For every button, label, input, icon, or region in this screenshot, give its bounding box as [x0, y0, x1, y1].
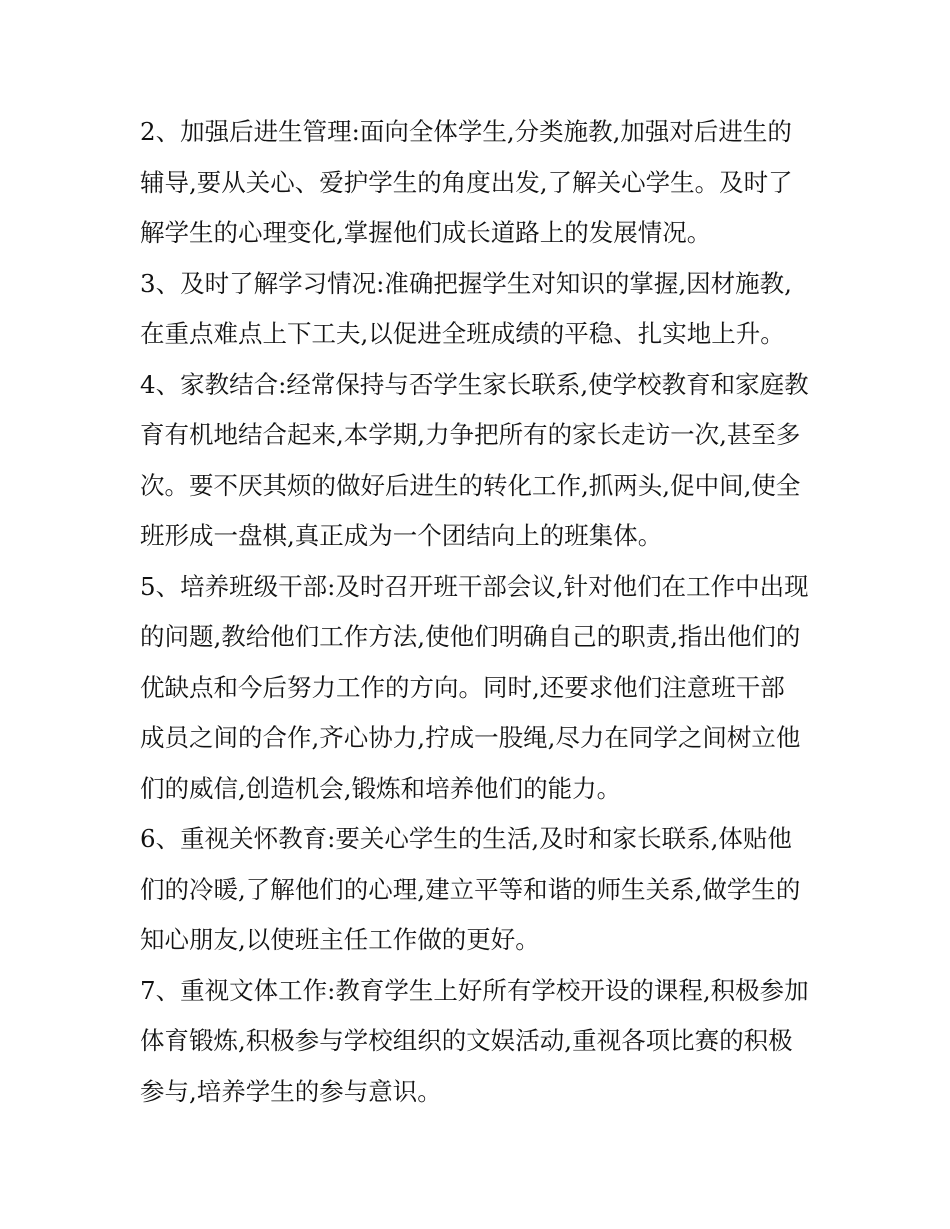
- text-line: 在重点难点上下工夫,以促进全班成绩的平稳、扎实地上升。: [140, 319, 785, 348]
- text-line: 7、重视文体工作:教育学生上好所有学校开设的课程,积极参加: [140, 975, 809, 1005]
- text-line: 6、重视关怀教育:要关心学生的生活,及时和家长联系,体贴他: [140, 824, 792, 853]
- text-line: 次。要不厌其烦的做好后进生的转化工作,抓两头,促中间,使全: [140, 470, 801, 500]
- text-line: 的问题,教给他们工作方法,使他们明确自己的职责,指出他们的: [140, 622, 801, 651]
- text-line: 班形成一盘棋,真正成为一个团结向上的班集体。: [140, 521, 663, 550]
- text-line: 5、培养班级干部:及时召开班干部会议,针对他们在工作中出现: [140, 571, 809, 601]
- text-line: 3、及时了解学习情况:准确把握学生对知识的掌握,因材施教,: [140, 268, 792, 298]
- text-line: 解学生的心理变化,掌握他们成长道路上的发展情况。: [140, 218, 712, 247]
- text-line: 4、家教结合:经常保持与否学生家长联系,使学校教育和家庭教: [140, 369, 809, 399]
- text-line: 优缺点和今后努力工作的方向。同时,还要求他们注意班干部: [140, 672, 785, 702]
- text-line: 们的冷暖,了解他们的心理,建立平等和谐的师生关系,做学生的: [140, 874, 801, 904]
- text-line: 参与,培养学生的参与意识。: [140, 1076, 442, 1106]
- text-line: 成员之间的合作,齐心协力,拧成一股绳,尽力在同学之间树立他: [140, 723, 801, 752]
- body-text: [140, 107, 820, 1117]
- text-line: 们的威信,创造机会,锻炼和培养他们的能力。: [140, 773, 622, 803]
- text-line: 育有机地结合起来,本学期,力争把所有的家长走访一次,甚至多: [140, 420, 801, 449]
- text-line: 辅导,要从关心、爱护学生的角度出发,了解关心学生。及时了: [140, 167, 793, 197]
- text-line: 知心朋友,以使班主任工作做的更好。: [140, 925, 540, 954]
- text-line: 体育锻炼,积极参与学校组织的文娱活动,重视各项比赛的积极: [140, 1026, 793, 1055]
- text-line: 2、加强后进生管理:面向全体学生,分类施教,加强对后进生的: [140, 117, 792, 146]
